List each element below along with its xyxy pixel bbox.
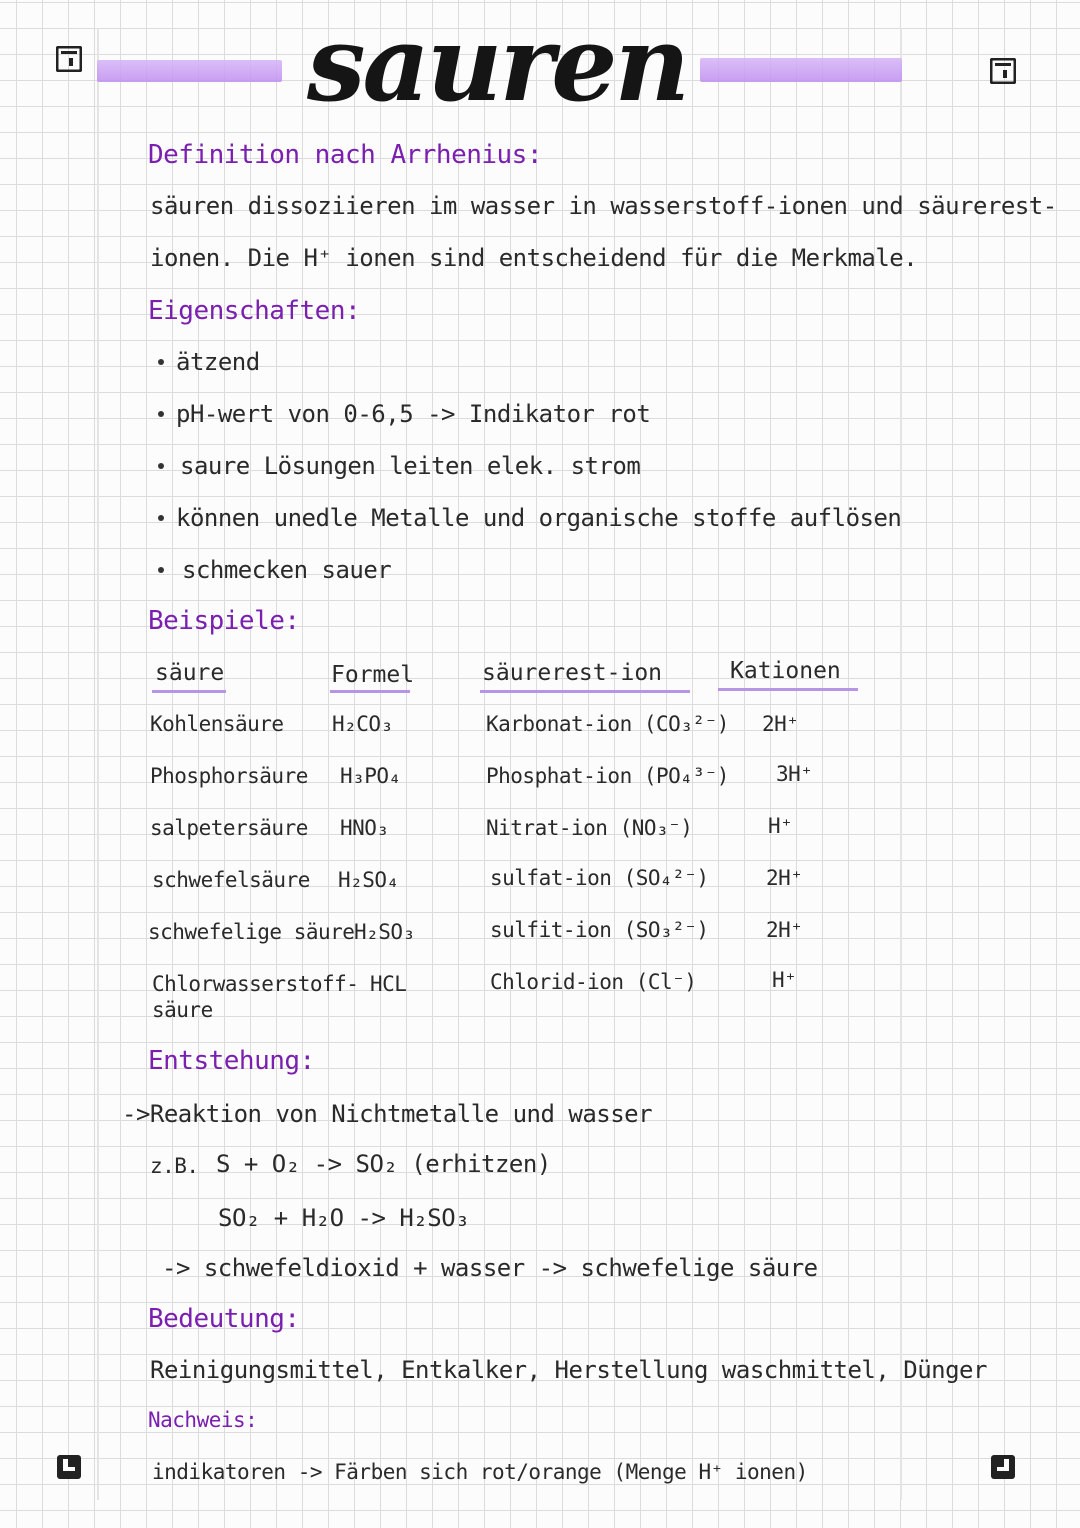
header-underline	[152, 690, 226, 693]
corner-mark-icon	[990, 58, 1016, 84]
column-header-cation: Kationen	[730, 658, 841, 684]
property-item: saure Lösungen leiten elek. strom	[180, 452, 641, 480]
cation: 2H⁺	[762, 712, 799, 736]
acid-residue-ion: sulfat-ion (SO₄²⁻)	[490, 866, 709, 890]
page-title: sauren	[306, 2, 688, 125]
acid-name: schwefelsäure	[152, 868, 310, 892]
property-item: können unedle Metalle und organische stoffe auflösen	[176, 504, 902, 532]
header-underline	[330, 690, 410, 693]
acid-name: Kohlensäure	[150, 712, 284, 736]
equation-2: SO₂ + H₂O -> H₂SO₃	[218, 1204, 470, 1232]
column-header-acid: säure	[155, 660, 225, 686]
acid-formula: H₂SO₃	[354, 920, 415, 944]
importance-text: Reinigungsmittel, Entkalker, Herstellung waschmittel, Dünger	[150, 1356, 987, 1384]
acid-name: Chlorwasserstoff-	[152, 972, 359, 996]
definition-text-1: säuren dissoziieren im wasser in wasserstoff-ionen und säurerest-	[150, 192, 1057, 220]
title-highlight-right	[700, 58, 902, 82]
formation-text: ->Reaktion von Nichtmetalle und wasser	[122, 1100, 653, 1128]
acid-formula: H₂CO₃	[332, 712, 393, 736]
properties-heading: Eigenschaften:	[148, 296, 361, 326]
bullet	[158, 359, 164, 365]
cation: 3H⁺	[776, 762, 813, 786]
detection-heading: Nachweis:	[148, 1408, 258, 1432]
equation-1: S + O₂ -> SO₂ (erhitzen)	[216, 1150, 551, 1178]
acid-name: salpetersäure	[150, 816, 308, 840]
cation: 2H⁺	[766, 866, 803, 890]
definition-heading: Definition nach Arrhenius:	[148, 140, 542, 170]
cation: H⁺	[768, 814, 793, 838]
property-item: pH-wert von 0-6,5 -> Indikator rot	[176, 400, 651, 428]
acid-residue-ion: sulfit-ion (SO₃²⁻)	[490, 918, 709, 942]
title-highlight-left	[97, 60, 282, 82]
bullet	[158, 411, 164, 417]
acid-formula: H₃PO₄	[340, 764, 401, 788]
acid-name: Phosphorsäure	[150, 764, 308, 788]
acid-formula: HNO₃	[340, 816, 389, 840]
column-header-formula: Formel	[331, 662, 415, 688]
bullet	[158, 463, 164, 469]
formation-summary: -> schwefeldioxid + wasser -> schwefelige säure	[162, 1254, 818, 1282]
acid-name: schwefelige säure	[148, 920, 355, 944]
detection-text: indikatoren -> Färben sich rot/orange (Menge H⁺ ionen)	[152, 1460, 808, 1484]
examples-heading: Beispiele:	[148, 606, 300, 636]
acid-residue-ion: Nitrat-ion (NO₃⁻)	[486, 816, 693, 840]
corner-mark-icon	[56, 46, 82, 72]
acid-residue-ion: Chlorid-ion (Cl⁻)	[490, 970, 697, 994]
definition-text-2: ionen. Die H⁺ ionen sind entscheidend für die Merkmale.	[150, 244, 918, 272]
acid-formula: HCL	[370, 972, 407, 996]
acid-formula: H₂SO₄	[338, 868, 399, 892]
corner-mark-icon	[56, 1454, 82, 1480]
corner-mark-icon	[990, 1454, 1016, 1480]
formation-heading: Entstehung:	[148, 1046, 315, 1076]
cation: H⁺	[772, 968, 797, 992]
acid-residue-ion: Phosphat-ion (PO₄³⁻)	[486, 764, 729, 788]
cation: 2H⁺	[766, 918, 803, 942]
acid-residue-ion: Karbonat-ion (CO₃²⁻)	[486, 712, 729, 736]
bullet	[158, 515, 164, 521]
acid-name-continuation: säure	[152, 998, 213, 1022]
property-item: ätzend	[176, 348, 260, 376]
example-label: z.B.	[150, 1154, 199, 1178]
header-underline	[480, 690, 690, 693]
left-margin-line	[97, 28, 99, 1500]
header-underline	[718, 688, 858, 691]
property-item: schmecken sauer	[182, 556, 392, 584]
column-header-ion: säurerest-ion	[482, 660, 663, 686]
bullet	[158, 567, 164, 573]
importance-heading: Bedeutung:	[148, 1304, 300, 1334]
